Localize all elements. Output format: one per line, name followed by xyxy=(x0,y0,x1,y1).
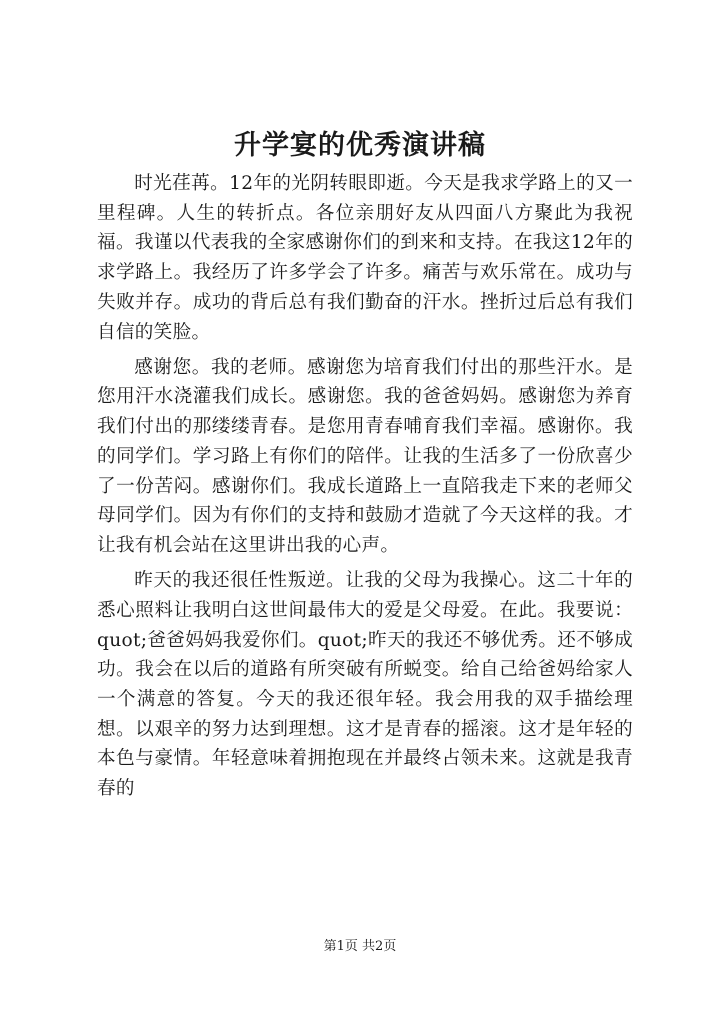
page-number-footer: 第1页 共2页 xyxy=(323,939,397,954)
document-title: 升学宴的优秀演讲稿 xyxy=(234,130,486,161)
paragraph-2: 感谢您。我的老师。感谢您为培育我们付出的那些汗水。是您用汗水浇灌我们成长。感谢您。我的爸爸妈妈。感谢您为养育我们付出的那缕缕青春。是您用青春哺育我们幸福。感谢你。我的同学们。学习路上有你们的陪伴。让我的生活多了一份欣喜少了一份苦闷。感谢你们。我成长道路上一直陪我走下来的老师父母同学们。因为有你们的支持和鼓励才造就了今天这样的我。才让我有机会站在这里讲出我的心声。 xyxy=(97,356,633,556)
paragraph-1: 时光荏苒。12年的光阴转眼即逝。今天是我求学路上的又一里程碑。人生的转折点。各位亲朋好友从四面八方聚此为我祝福。我谨以代表我的全家感谢你们的到来和支持。在我这12年的求学路上。我经历了许多学会了许多。痛苦与欢乐常在。成功与失败并存。成功的背后总有我们勤奋的汗水。挫折过后总有我们自信的笑脸。 xyxy=(97,173,633,343)
paragraph-3: 昨天的我还很任性叛逆。让我的父母为我操心。这二十年的悉心照料让我明白这世间最伟大的爱是父母爱。在此。我要说：quot;爸爸妈妈我爱你们。quot;昨天的我还不够优秀。还不够成功。我会在以后的道路有所突破有所蜕变。给自己给爸妈给家人一个满意的答复。今天的我还很年轻。我会用我的双手描绘理想。以艰辛的努力达到理想。这才是青春的摇滚。这才是年轻的本色与豪情。年轻意味着拥抱现在并最终占领未来。这就是我青春的 xyxy=(97,570,633,800)
document-body xyxy=(97,169,633,809)
